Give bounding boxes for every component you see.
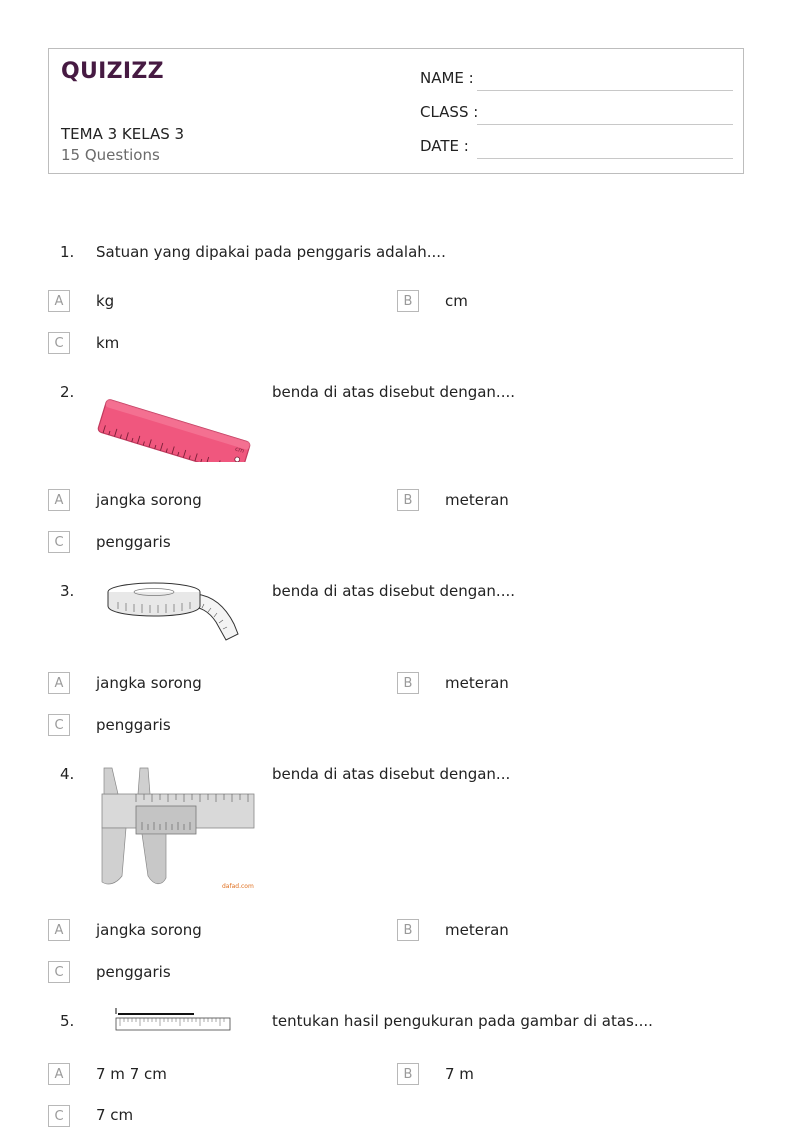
option-c-text[interactable]: km <box>96 334 120 352</box>
question-number: 5. <box>60 1012 75 1030</box>
option-a-box[interactable]: A <box>48 672 70 694</box>
option-c-box[interactable]: C <box>48 961 70 983</box>
option-c-text[interactable]: 7 cm <box>96 1106 134 1124</box>
name-label: NAME : <box>420 69 474 87</box>
option-b-text[interactable]: meteran <box>445 921 509 939</box>
ruler-image <box>96 376 256 462</box>
class-label: CLASS : <box>420 103 479 121</box>
option-a-box[interactable]: A <box>48 919 70 941</box>
option-b-text[interactable]: meteran <box>445 674 509 692</box>
tape-measure-image <box>104 578 244 646</box>
question-text: Satuan yang dipakai pada penggaris adalah.... <box>96 243 446 261</box>
option-b-box[interactable]: B <box>397 672 419 694</box>
question-text: benda di atas disebut dengan.... <box>272 582 516 600</box>
option-a-box[interactable]: A <box>48 290 70 312</box>
option-a-box[interactable]: A <box>48 1063 70 1085</box>
option-b-box[interactable]: B <box>397 489 419 511</box>
ruler-unit-label: cm <box>234 445 245 455</box>
option-b-text[interactable]: cm <box>445 292 468 310</box>
question-text: tentukan hasil pengukuran pada gambar di atas.... <box>272 1012 653 1030</box>
option-c-box[interactable]: C <box>48 714 70 736</box>
name-field[interactable] <box>477 90 733 91</box>
vernier-caliper-image <box>96 764 256 892</box>
question-number: 2. <box>60 383 75 401</box>
option-b-box[interactable]: B <box>397 290 419 312</box>
option-a-text[interactable]: 7 m 7 cm <box>96 1065 167 1083</box>
image-watermark: dafad.com <box>222 883 254 890</box>
measurement-ruler-image <box>112 1006 234 1034</box>
question-number: 3. <box>60 582 75 600</box>
worksheet-header <box>48 48 744 174</box>
option-c-text[interactable]: penggaris <box>96 716 171 734</box>
option-c-box[interactable]: C <box>48 531 70 553</box>
worksheet-title: TEMA 3 KELAS 3 <box>61 125 185 143</box>
question-count: 15 Questions <box>61 146 160 164</box>
option-c-text[interactable]: penggaris <box>96 533 171 551</box>
option-a-text[interactable]: jangka sorong <box>96 921 202 939</box>
option-c-box[interactable]: C <box>48 332 70 354</box>
option-a-text[interactable]: jangka sorong <box>96 491 202 509</box>
question-text: benda di atas disebut dengan.... <box>272 383 516 401</box>
option-b-box[interactable]: B <box>397 919 419 941</box>
quizizz-logo: QUIZIZZ <box>61 59 164 84</box>
option-a-text[interactable]: kg <box>96 292 115 310</box>
question-number: 1. <box>60 243 75 261</box>
option-a-box[interactable]: A <box>48 489 70 511</box>
option-c-text[interactable]: penggaris <box>96 963 171 981</box>
option-a-text[interactable]: jangka sorong <box>96 674 202 692</box>
question-text: benda di atas disebut dengan... <box>272 765 511 783</box>
class-field[interactable] <box>477 124 733 125</box>
option-b-text[interactable]: 7 m <box>445 1065 474 1083</box>
option-b-box[interactable]: B <box>397 1063 419 1085</box>
option-b-text[interactable]: meteran <box>445 491 509 509</box>
question-number: 4. <box>60 765 75 783</box>
option-c-box[interactable]: C <box>48 1105 70 1127</box>
date-label: DATE : <box>420 137 469 155</box>
date-field[interactable] <box>477 158 733 159</box>
